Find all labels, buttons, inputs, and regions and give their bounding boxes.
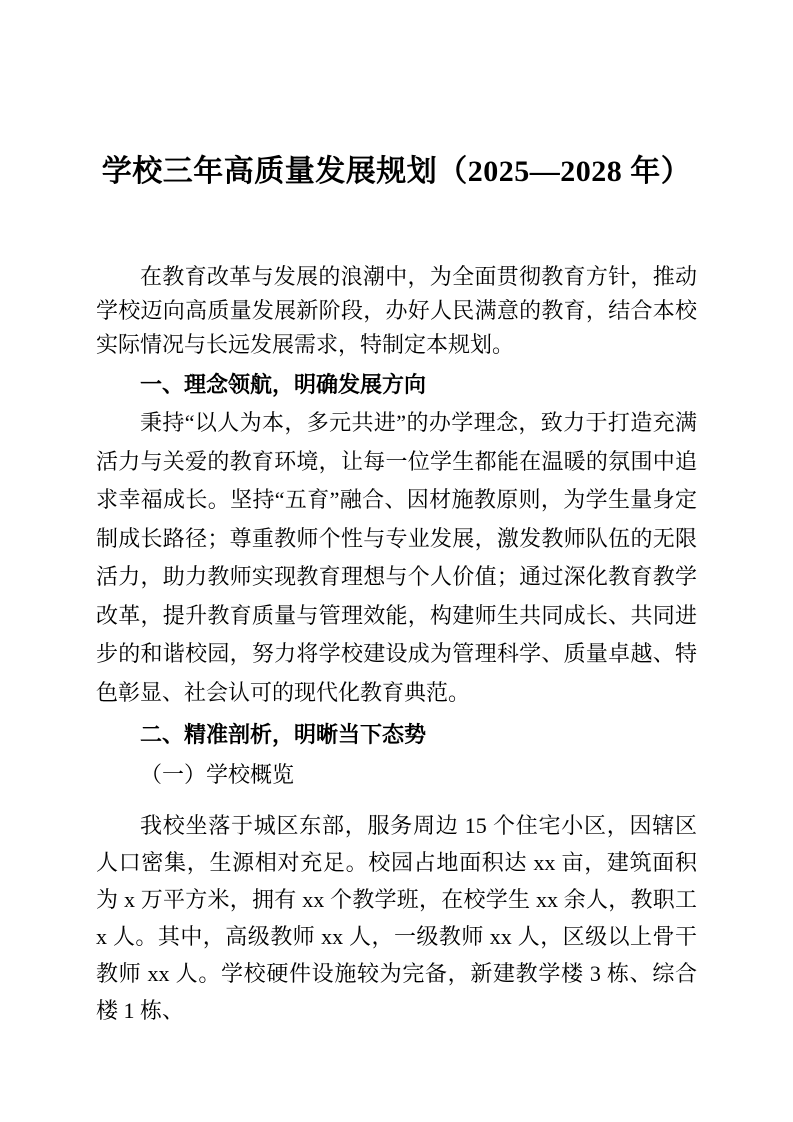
section-2-subheading: （一）学校概览: [140, 762, 295, 787]
section-2-heading: 二、精准剖析，明晰当下态势: [140, 722, 427, 747]
document-title: 学校三年高质量发展规划（2025—2028 年）: [101, 155, 692, 188]
section-1-heading: 一、理念领航，明确发展方向: [140, 372, 427, 397]
section-1-body-paragraph: 秉持“以人为本，多元共进”的办学理念，致力于打造充满活力与关爱的教育环境，让每一位学生都能在温暖的氛围中追求幸福成长。坚持“五育”融合、因材施教原则，为学生量身定制成长路径；尊重教师个性与专业发展，激发教师队伍的无限活力，助力教师实现教育理想与个人价值；通过深化教育教学改革，提升教育质量与管理效能，构建师生共同成长、共同进步的和谐校园，努力将学校建设成为管理科学、质量卓越、特色彰显、社会认可的现代化教育典范。: [96, 410, 698, 705]
intro-paragraph: 在教育改革与发展的浪潮中，为全面贯彻教育方针，推动学校迈向高质量发展新阶段，办好人民满意的教育，结合本校实际情况与长远发展需求，特制定本规划。: [96, 264, 697, 357]
school-overview-paragraph: 我校坐落于城区东部，服务周边 15 个住宅小区，因辖区人口密集，生源相对充足。校园占地面积达 xx 亩，建筑面积为 x 万平方米，拥有 xx 个教学班，在校学生 xx 余人，教职工 x 人。其中，高级教师 xx 人，一级教师 xx 人，区级以上骨干教师 xx 人。学校硬件设施较为完备，新建教学楼 3 栋、综合楼 1 栋、: [96, 813, 697, 1023]
